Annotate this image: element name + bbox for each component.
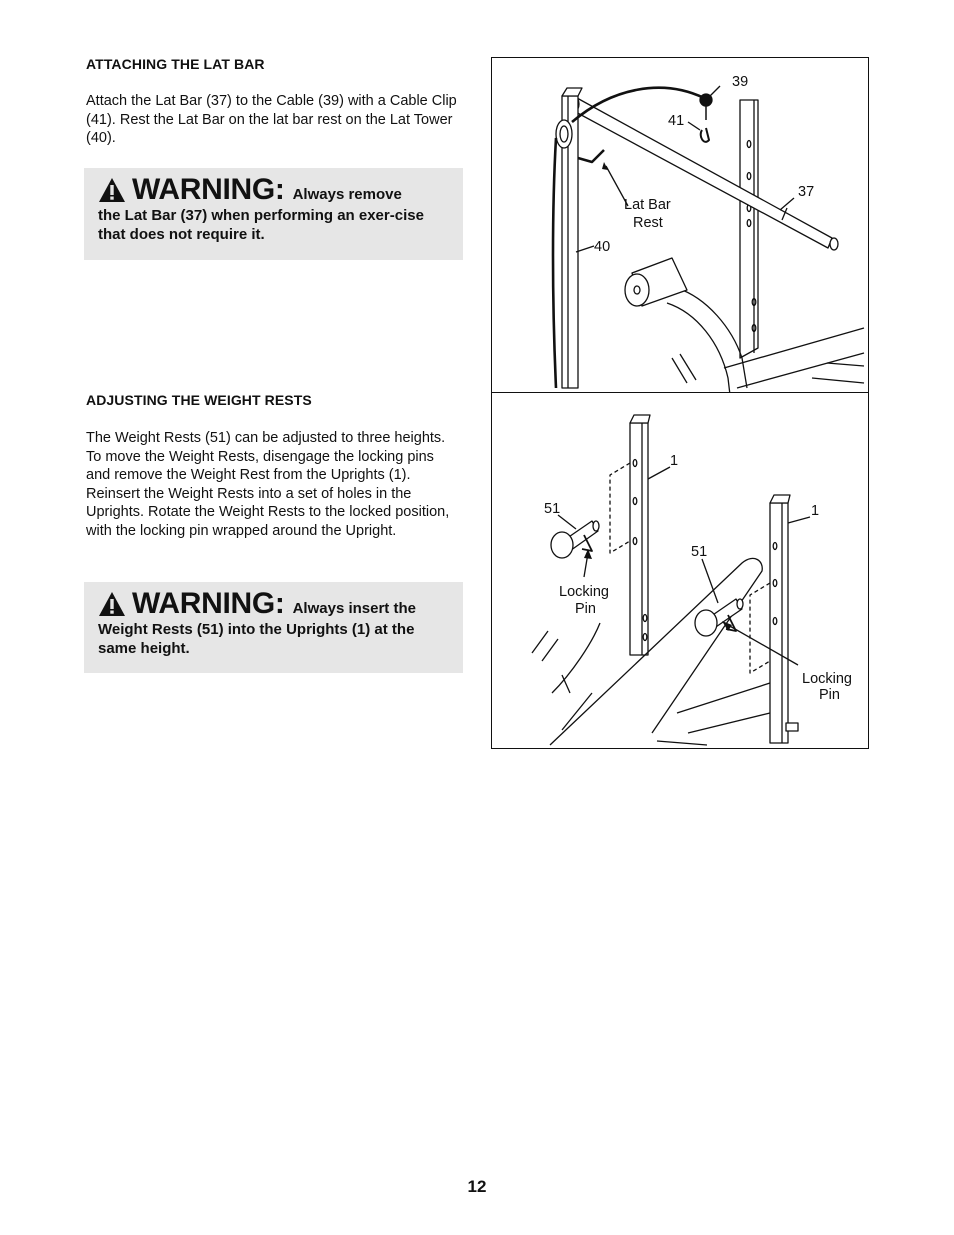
- callout-41: 41: [668, 113, 685, 129]
- section-heading-weight-rests: ADJUSTING THE WEIGHT RESTS: [86, 392, 312, 408]
- lat-bar-diagram: [492, 58, 869, 394]
- lat-bar-figure: [491, 57, 869, 394]
- callout-lat-bar-rest-1: Lat Bar: [624, 197, 671, 213]
- page-number: 12: [467, 1177, 487, 1196]
- warning-triangle-icon: [98, 591, 126, 617]
- warning-text: Weight Rests (51) into the Uprights (1) at the same height.: [98, 621, 415, 657]
- warning-word: WARNING:: [132, 587, 285, 620]
- warning-triangle-icon: [98, 177, 126, 203]
- callout-37: 37: [798, 184, 815, 200]
- warning-text: the Lat Bar (37) when performing an exer-cise that does not require it.: [98, 207, 424, 243]
- callout-1-left: 1: [670, 453, 679, 469]
- callout-locking-pin-right-1: Locking: [802, 671, 852, 687]
- weight-rests-figure: [491, 392, 869, 749]
- weight-rests-diagram: [492, 393, 869, 749]
- weight-rests-instructions: The Weight Rests (51) can be adjusted to three heights. To move the Weight Rests, disengage the locking pins and remove the Weight Rest from the Uprights (1). Reinsert the Weight Rests into a set of holes in the Uprights. Rotate the Weight Rests to the locked position, with the locking pin wrapped around the Upright.: [86, 430, 450, 539]
- callout-51-left: 51: [544, 501, 561, 517]
- callout-locking-pin-left-2: Pin: [575, 601, 596, 617]
- callout-locking-pin-left-1: Locking: [559, 584, 609, 600]
- callout-locking-pin-right-2: Pin: [819, 687, 840, 703]
- warning-box-lat-bar: [84, 168, 463, 260]
- warning-word: WARNING:: [132, 173, 285, 206]
- callout-lat-bar-rest-2: Rest: [633, 215, 663, 231]
- callout-39: 39: [732, 74, 749, 90]
- callout-51-right: 51: [691, 544, 708, 560]
- callout-1-right: 1: [811, 503, 820, 519]
- warning-box-weight-rests: [84, 582, 463, 673]
- warning-lead: Always remove: [292, 186, 402, 203]
- callout-40: 40: [594, 239, 611, 255]
- section-heading-lat-bar: ATTACHING THE LAT BAR: [86, 56, 265, 72]
- lat-bar-instructions: Attach the Lat Bar (37) to the Cable (39) with a Cable Clip (41). Rest the Lat Bar on the lat bar rest on the Lat Tower (40).: [86, 93, 457, 147]
- warning-lead: Always insert the: [292, 600, 416, 617]
